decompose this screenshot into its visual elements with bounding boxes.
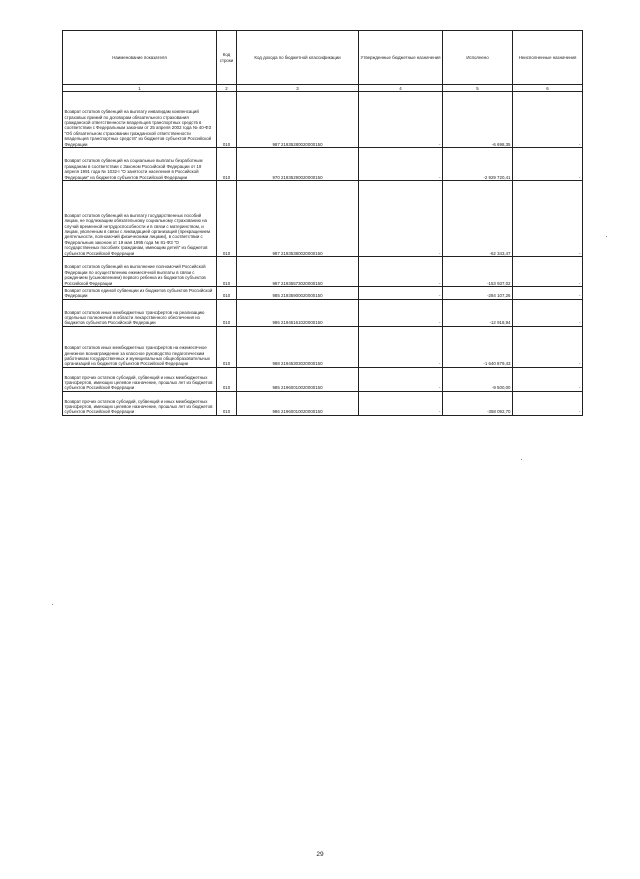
indicator-name: Возврат остатков единой субвенции из бюджетов субъектов Российской Федерации bbox=[63, 287, 217, 300]
column-number: 6 bbox=[513, 85, 583, 92]
table-header-row bbox=[63, 31, 583, 85]
header-line-code: Код строки bbox=[217, 31, 237, 85]
scan-speck bbox=[521, 459, 522, 460]
income-code: 987 21935380020000150 bbox=[237, 181, 359, 257]
indicator-name: Возврат остатков субвенций на выплату государственных пособий лицам, не подлежащим обязательному социальному страхованию на случай временной нетрудоспособности и в связи с материнством, и лицам, уволенным в связи с ликвидацией организаций (прекращением деятельности, полномочий физическими лицами), в соответствии с Федеральным законом от 19 мая 1995 года № 81-ФЗ "О государственных пособиях гражданам, имеющим детей" из бюджетов субъектов Российской Федерации bbox=[63, 181, 217, 257]
approved-value: - bbox=[359, 257, 443, 287]
indicator-name: Возврат прочих остатков субсидий, субвенций и иных межбюджетных трансфертов, имеющих целевое назначение, прошлых лет из бюджетов субъектов Российской Федерации bbox=[63, 392, 217, 416]
unexecuted-value: - bbox=[513, 300, 583, 327]
indicator-name: Возврат остатков иных межбюджетных трансфертов на реализацию отдельных полномочий в области лекарственного обеспечения из бюджетов субъектов Российской Федерации bbox=[63, 300, 217, 327]
header-executed: Исполнено bbox=[443, 31, 513, 85]
income-code: 986 21945161020000150 bbox=[237, 300, 359, 327]
indicator-name: Возврат остатков субвенций на выплату инвалидам компенсаций страховых премий по договорам обязательного страхования гражданской ответственности владельцев транспортных средств в соответствии с Федеральным законом от 25 апреля 2002 года № 40-ФЗ "Об обязательном страховании гражданской ответственности владельцев транспортных средств" из бюджетов субъектов Российской Федерации bbox=[63, 92, 217, 148]
table-row bbox=[63, 92, 583, 148]
executed-value: -2 929 720,41 bbox=[443, 148, 513, 181]
column-number: 1 bbox=[63, 85, 217, 92]
approved-value: - bbox=[359, 181, 443, 257]
indicator-name: Возврат остатков иных межбюджетных трансфертов на ежемесячное денежное вознаграждение за классное руководство педагогическим работникам государственных и муниципальных общеобразовательных организаций из бюджетов субъектов Российской Федерации bbox=[63, 327, 217, 368]
approved-value: - bbox=[359, 327, 443, 368]
table-row bbox=[63, 300, 583, 327]
column-number: 3 bbox=[237, 85, 359, 92]
income-code: 985 21960010020000150 bbox=[237, 368, 359, 392]
income-code: 985 21935900020000150 bbox=[237, 287, 359, 300]
line-code: 010 bbox=[217, 368, 237, 392]
table-row bbox=[63, 287, 583, 300]
executed-value: -153 937,02 bbox=[443, 257, 513, 287]
table-row bbox=[63, 257, 583, 287]
income-code: 970 21935290020000150 bbox=[237, 148, 359, 181]
approved-value: - bbox=[359, 368, 443, 392]
column-number: 5 bbox=[443, 85, 513, 92]
header-income-code: Код дохода по бюджетной классификации bbox=[237, 31, 359, 85]
column-number-row bbox=[63, 85, 583, 92]
approved-value: - bbox=[359, 92, 443, 148]
line-code: 010 bbox=[217, 148, 237, 181]
executed-value: -284 107,26 bbox=[443, 287, 513, 300]
executed-value: -1 640 879,43 bbox=[443, 327, 513, 368]
line-code: 010 bbox=[217, 287, 237, 300]
income-code: 987 21935280020000150 bbox=[237, 92, 359, 148]
line-code: 010 bbox=[217, 181, 237, 257]
table-row bbox=[63, 148, 583, 181]
unexecuted-value: - bbox=[513, 327, 583, 368]
unexecuted-value: - bbox=[513, 287, 583, 300]
income-code: 987 21935573020000150 bbox=[237, 257, 359, 287]
line-code: 010 bbox=[217, 92, 237, 148]
page-number: 29 bbox=[316, 851, 324, 858]
scan-speck bbox=[52, 604, 53, 605]
indicator-name: Возврат остатков субвенций на социальные выплаты безработным гражданам в соответствии с Законом Российской Федерации от 19 апреля 1991 года № 1032-I "О занятости населения в Российской Федерации" из бюджетов субъектов Российской Федерации bbox=[63, 148, 217, 181]
unexecuted-value: - bbox=[513, 181, 583, 257]
unexecuted-value: - bbox=[513, 392, 583, 416]
approved-value: - bbox=[359, 392, 443, 416]
executed-value: -6 698,35 bbox=[443, 92, 513, 148]
budget-report-table bbox=[62, 30, 583, 416]
unexecuted-value: - bbox=[513, 257, 583, 287]
table-row bbox=[63, 327, 583, 368]
unexecuted-value: - bbox=[513, 92, 583, 148]
approved-value: - bbox=[359, 300, 443, 327]
header-indicator-name: Наименование показателя bbox=[63, 31, 217, 85]
header-approved-assignments: Утвержденные бюджетные назначения bbox=[359, 31, 443, 85]
approved-value: - bbox=[359, 148, 443, 181]
approved-value: - bbox=[359, 287, 443, 300]
scan-speck bbox=[606, 236, 607, 237]
executed-value: -9 500,00 bbox=[443, 368, 513, 392]
column-number: 2 bbox=[217, 85, 237, 92]
income-code: 986 21960010020000150 bbox=[237, 392, 359, 416]
line-code: 010 bbox=[217, 327, 237, 368]
line-code: 010 bbox=[217, 300, 237, 327]
indicator-name: Возврат прочих остатков субсидий, субвенций и иных межбюджетных трансфертов, имеющих целевое назначение, прошлых лет из бюджетов субъектов Российской Федерации bbox=[63, 368, 217, 392]
executed-value: -358 092,70 bbox=[443, 392, 513, 416]
income-code: 988 21945303020000150 bbox=[237, 327, 359, 368]
header-unexecuted-assignments: Неисполненные назначения bbox=[513, 31, 583, 85]
executed-value: -12 918,94 bbox=[443, 300, 513, 327]
table-row bbox=[63, 392, 583, 416]
table-row bbox=[63, 181, 583, 257]
column-number: 4 bbox=[359, 85, 443, 92]
executed-value: -62 343,47 bbox=[443, 181, 513, 257]
unexecuted-value: - bbox=[513, 368, 583, 392]
table-row bbox=[63, 368, 583, 392]
line-code: 010 bbox=[217, 257, 237, 287]
indicator-name: Возврат остатков субвенций на выполнение полномочий Российской Федерации по осуществлению ежемесячной выплаты в связи с рождением (усыновлением) первого ребенка из бюджетов субъектов Российской Федерации bbox=[63, 257, 217, 287]
unexecuted-value: - bbox=[513, 148, 583, 181]
line-code: 010 bbox=[217, 392, 237, 416]
